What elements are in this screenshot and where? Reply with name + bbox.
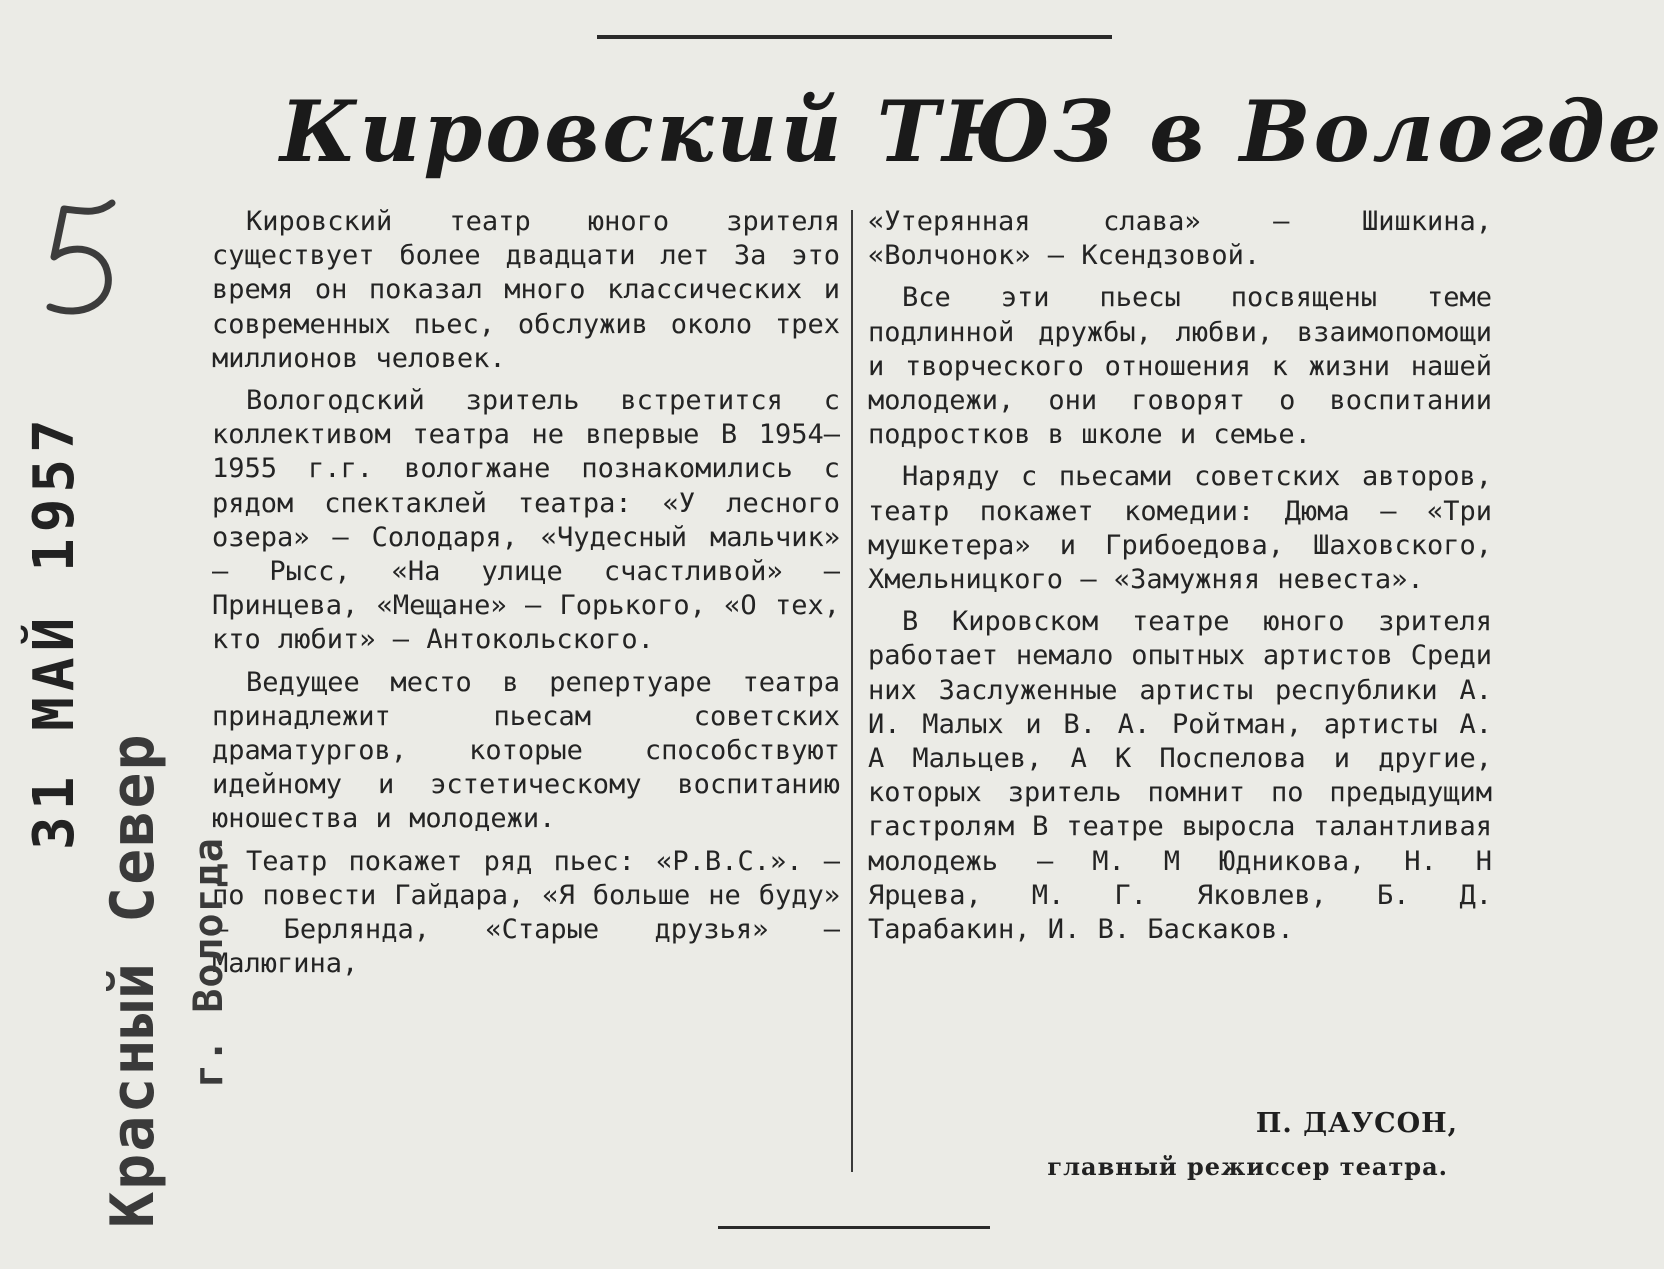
left-paragraph-2: Вологодский зритель встретится с коллективом театра не впервые В 1954—1955 г.г. вологжане познакомились с рядом спектаклей театра: «У лесного озера» — Солодаря, «Чудесный мальчик» — Рысс, «На улице счастливой» — Принцева, «Мещане» — Горького, «О тех, кто любит» — Антокольского. [212, 385, 840, 656]
left-column [212, 205, 840, 989]
right-paragraph-3: Наряду с пьесами советских авторов, театр покажет комедии: Дюма — «Три мушкетера» и Грибоедова, Шаховского, Хмельницкого — «Замужняя невеста». [868, 461, 1492, 596]
city-stamp: г. Вологда [186, 837, 232, 1088]
date-stamp: 31 МАЙ 1957 [22, 413, 87, 850]
newspaper-stamp: Красный Север [98, 732, 168, 1228]
left-paragraph-4: Театр покажет ряд пьес: «Р.В.С.». — по повести Гайдара, «Я больше не буду» — Берлянда, «Старые друзья» — Малюгина, [212, 845, 840, 980]
right-paragraph-4: В Кировском театре юного зрителя работает немало опытных артистов Среди них Заслуженные артисты республики А. И. Малых и В. А. Ройтман, артисты А. А Мальцев, А К Поспелова и другие, которых зритель помнит по предыдущим гастролям В театре выросла талантливая молодежь — М. М Юдникова, Н. Н Ярцева, М. Г. Яковлев, Б. Д. Тарабакин, И. В. Баскаков. [868, 606, 1492, 946]
top-rule [597, 35, 1112, 39]
bottom-rule [718, 1226, 990, 1229]
headline: Кировский ТЮЗ в Вологде [280, 82, 1664, 181]
left-paragraph-1: Кировский театр юного зрителя существует более двадцати лет За это время он показал много классических и современных пьес, обслужив около трех миллионов человек. [212, 206, 840, 374]
left-paragraph-3: Ведущее место в репертуаре театра принадлежит пьесам советских драматургов, которые способствуют идейному и эстетическому воспитанию юношества и молодежи. [212, 666, 840, 835]
right-paragraph-1: «Утерянная слава» — Шишкина, «Волчонок» — Ксендзовой. [868, 206, 1492, 272]
right-paragraph-2: Все эти пьесы посвящены теме подлинной дружбы, любви, взаимопомощи и творческого отношения к жизни нашей молодежи, они говорят о воспитании подростков в школе и семье. [868, 282, 1492, 451]
right-column [868, 205, 1492, 955]
column-divider [851, 210, 853, 1172]
author-title: главный режиссер театра. [1047, 1152, 1448, 1181]
handwritten-number-5 [42, 195, 132, 325]
author-signature: П. ДАУСОН, [1255, 1108, 1458, 1139]
